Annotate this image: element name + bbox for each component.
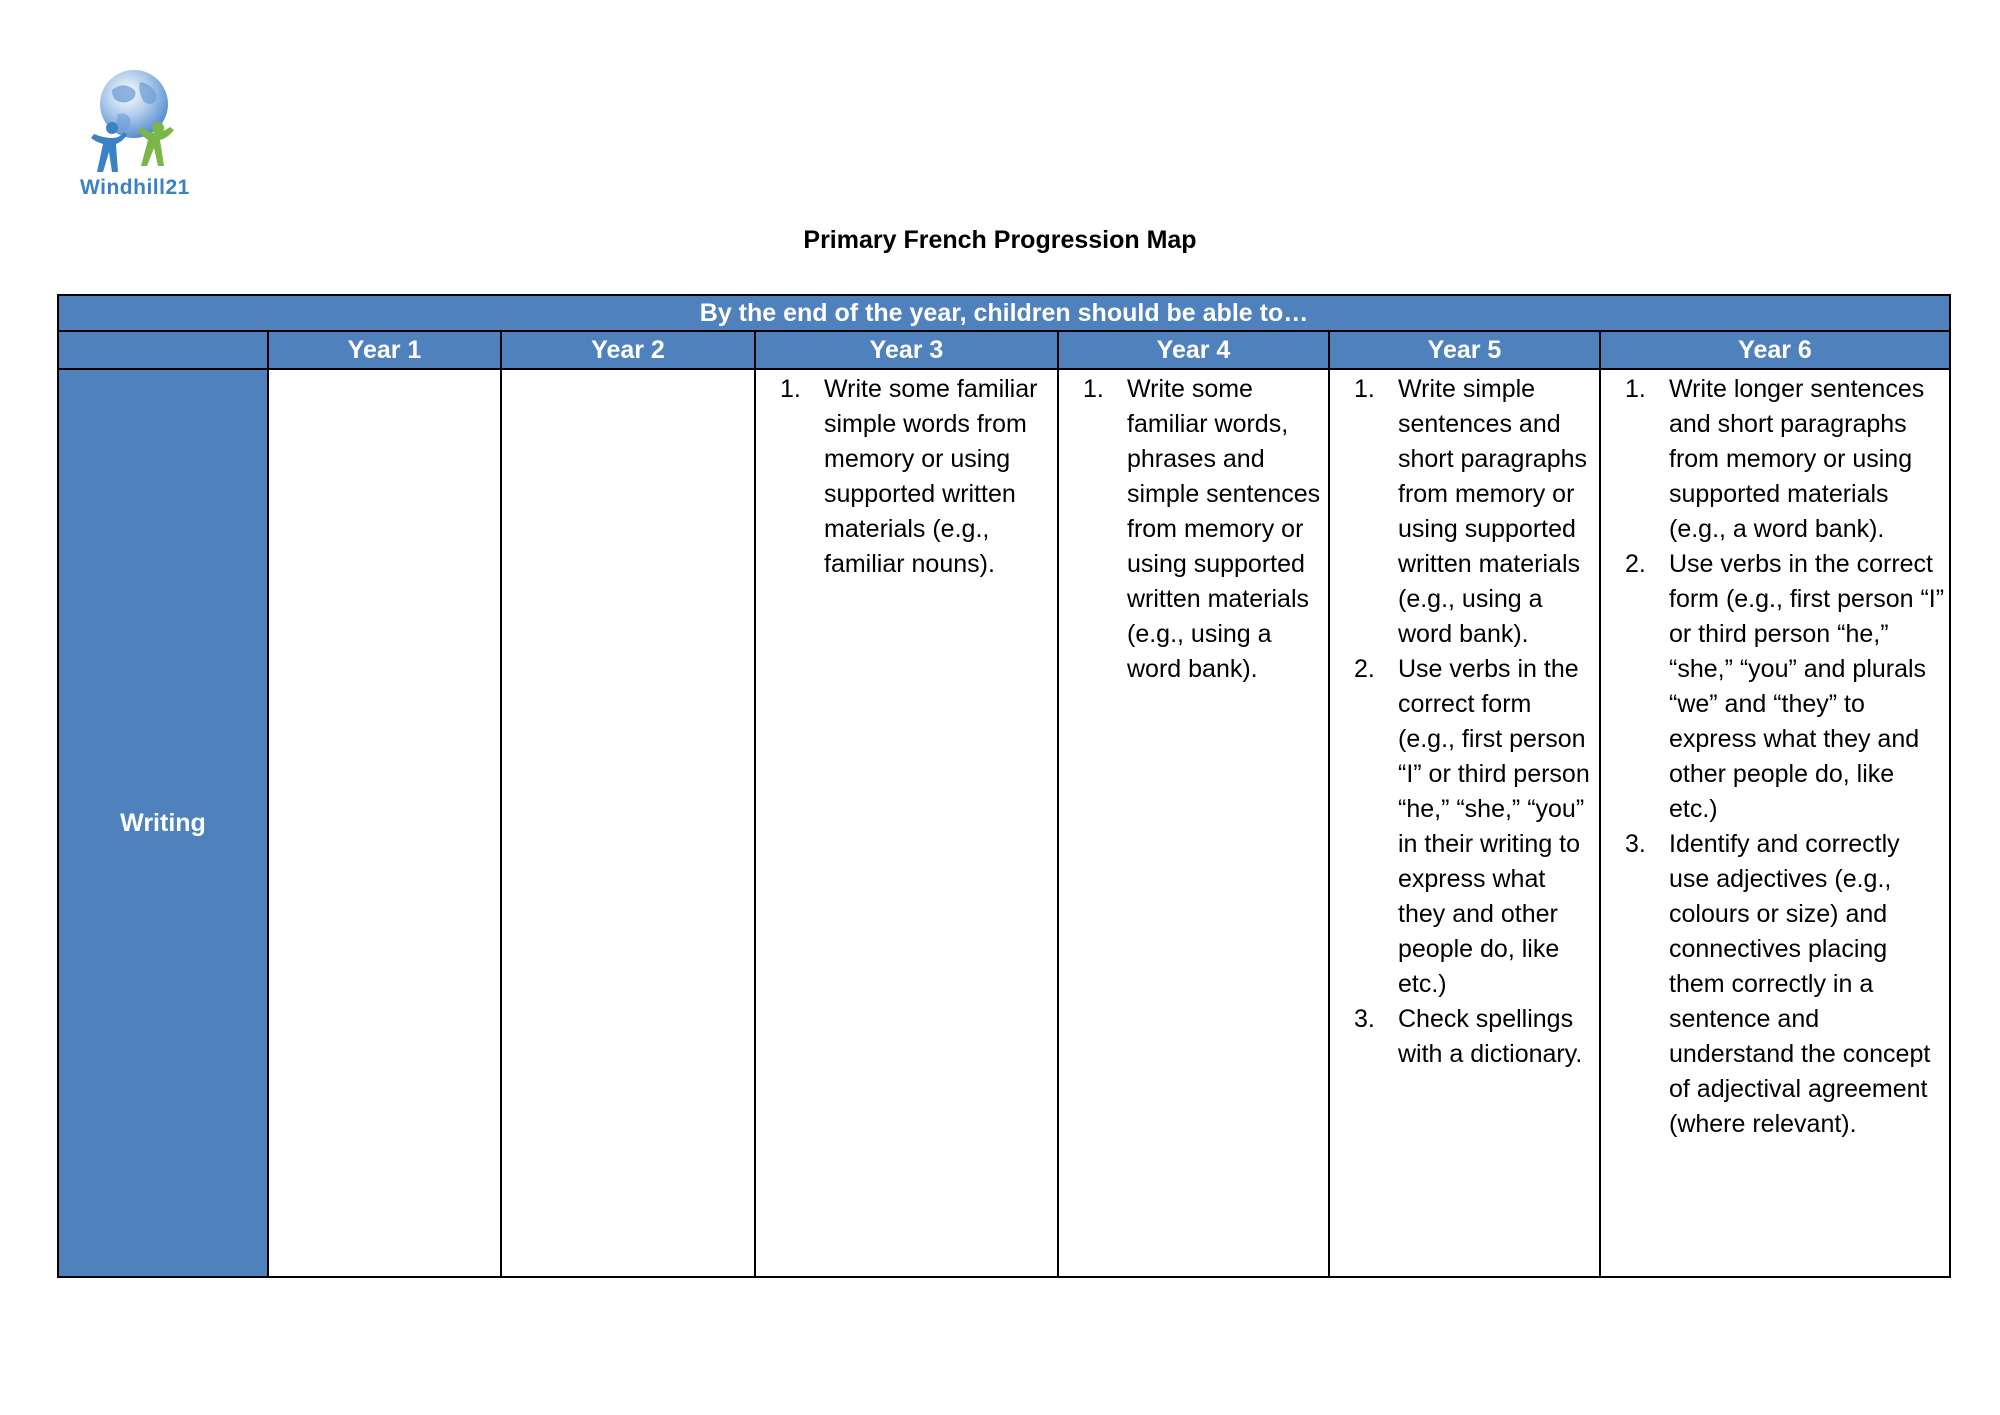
list-item-number: 3.: [1354, 1005, 1375, 1033]
list-item: [1601, 372, 1945, 547]
list-item-text: Use verbs in the correct form (e.g., first person “I” or third person “he,” “she,” “you” and plurals “we” and “they” to express what they and other people do, like etc.): [1669, 550, 1945, 823]
list-item-text: Check spellings with a dictionary.: [1398, 1005, 1583, 1068]
list-item: [1330, 1002, 1595, 1072]
cell-year-5: [1329, 369, 1600, 1277]
year-3-list: [756, 370, 1057, 582]
list-item-number: 1.: [1354, 375, 1375, 403]
list-item-text: Identify and correctly use adjectives (e.g., colours or size) and connectives placing them correctly in a sentence and understand the concept of adjectival agreement (where relevant).: [1669, 830, 1931, 1138]
list-item-number: 2.: [1354, 655, 1375, 683]
year-4-list: [1059, 370, 1328, 687]
list-item-text: Write some familiar simple words from memory or using supported written materials (e.g., familiar nouns).: [824, 375, 1038, 578]
list-item: [1601, 547, 1945, 827]
cell-year-2: [501, 369, 755, 1277]
logo-text: Windhill21: [80, 176, 190, 199]
header-year-5: Year 5: [1329, 331, 1600, 369]
header-year-4: Year 4: [1058, 331, 1329, 369]
list-item-number: 1.: [780, 375, 801, 403]
row-label-writing: Writing: [58, 369, 268, 1277]
year-5-list: [1330, 370, 1599, 1072]
year-6-list: [1601, 370, 1949, 1142]
list-item-text: Write longer sentences and short paragraphs from memory or using supported materials (e.g., a word bank).: [1669, 375, 1925, 543]
list-item-text: Write some familiar words, phrases and simple sentences from memory or using supported written materials (e.g., using a word bank).: [1127, 375, 1321, 683]
table-banner: By the end of the year, children should be able to…: [58, 295, 1950, 331]
list-item-number: 3.: [1625, 830, 1646, 858]
cell-year-3: [755, 369, 1058, 1277]
list-item-number: 1.: [1625, 375, 1646, 403]
list-item: [1330, 372, 1595, 652]
list-item-text: Use verbs in the correct form (e.g., first person “I” or third person “he,” “she,” “you” in their writing to express what they and other people do, like etc.): [1398, 655, 1590, 998]
list-item: [1601, 827, 1945, 1142]
progression-table: [57, 294, 1951, 1278]
header-blank: [58, 331, 268, 369]
header-year-1: Year 1: [268, 331, 501, 369]
cell-year-6: [1600, 369, 1950, 1277]
school-logo: [70, 64, 200, 204]
header-year-2: Year 2: [501, 331, 755, 369]
list-item-number: 1.: [1083, 375, 1104, 403]
list-item-text: Write simple sentences and short paragraphs from memory or using supported written materials (e.g., using a word bank).: [1398, 375, 1588, 648]
globe-people-icon: [88, 68, 178, 178]
header-year-6: Year 6: [1600, 331, 1950, 369]
header-year-3: Year 3: [755, 331, 1058, 369]
page-title: Primary French Progression Map: [803, 226, 1197, 254]
cell-year-1: [268, 369, 501, 1277]
list-item-number: 2.: [1625, 550, 1646, 578]
cell-year-4: [1058, 369, 1329, 1277]
list-item: [1059, 372, 1324, 687]
list-item: [756, 372, 1053, 582]
list-item: [1330, 652, 1595, 1002]
